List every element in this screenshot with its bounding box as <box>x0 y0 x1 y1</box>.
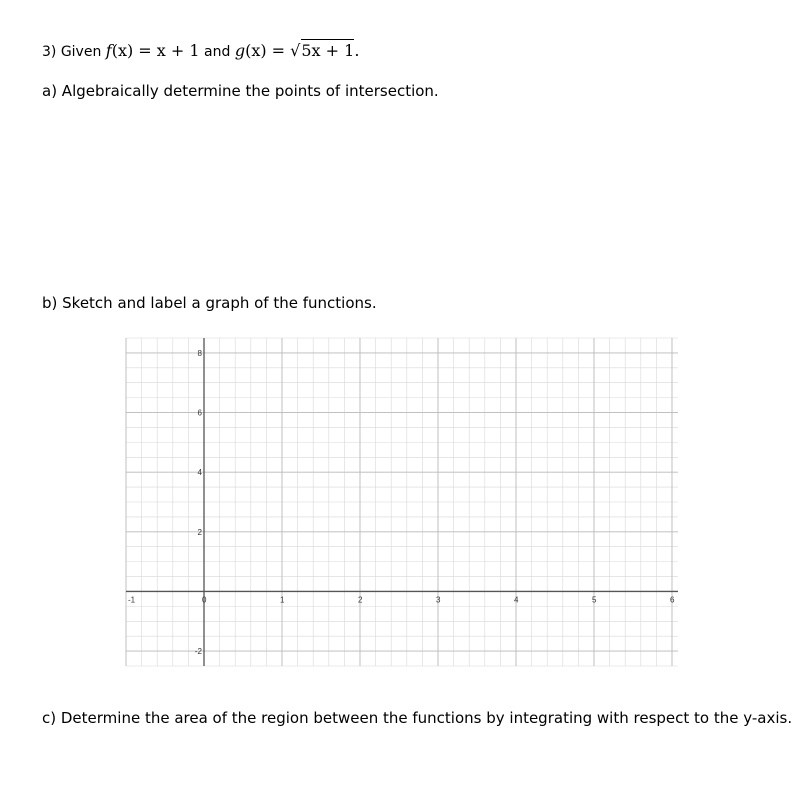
and-text: and <box>199 44 235 60</box>
part-b-prompt: b) Sketch and label a graph of the functions. <box>42 294 377 312</box>
part-a-prompt: a) Algebraically determine the points of intersection. <box>42 82 439 100</box>
question-line <box>42 41 359 60</box>
sqrt-body: 5x + 1 <box>301 41 355 60</box>
period: . <box>354 41 360 60</box>
x-tick-label: 2 <box>358 595 363 605</box>
g-name: g <box>234 41 246 60</box>
f-expression: (x) = x + 1 <box>111 41 200 60</box>
y-tick-label: 6 <box>197 408 202 418</box>
x-tick-label: 1 <box>280 595 285 605</box>
sqrt-symbol: √ <box>290 41 301 60</box>
f-name: f <box>105 41 112 60</box>
f-definition <box>106 41 200 60</box>
question-prefix: 3) Given <box>42 44 106 60</box>
y-tick-labels <box>195 349 203 656</box>
y-tick-label: -2 <box>194 647 202 657</box>
g-expression: (x) = <box>245 41 291 60</box>
x-tick-label: 0 <box>202 595 207 605</box>
x-tick-label: -1 <box>128 595 136 605</box>
x-tick-labels <box>128 595 675 604</box>
x-tick-label: 4 <box>514 595 519 605</box>
y-tick-label: 4 <box>197 468 202 478</box>
x-tick-label: 3 <box>436 595 441 605</box>
x-tick-label: 5 <box>592 595 597 605</box>
blank-graph-grid <box>120 332 684 672</box>
g-definition <box>235 41 360 60</box>
y-tick-label: 8 <box>197 348 202 358</box>
y-tick-label: 2 <box>197 527 202 537</box>
x-tick-label: 6 <box>670 595 675 605</box>
part-c-prompt: c) Determine the area of the region between the functions by integrating with respect to the y-axis. <box>42 709 792 727</box>
minor-grid <box>126 338 678 666</box>
